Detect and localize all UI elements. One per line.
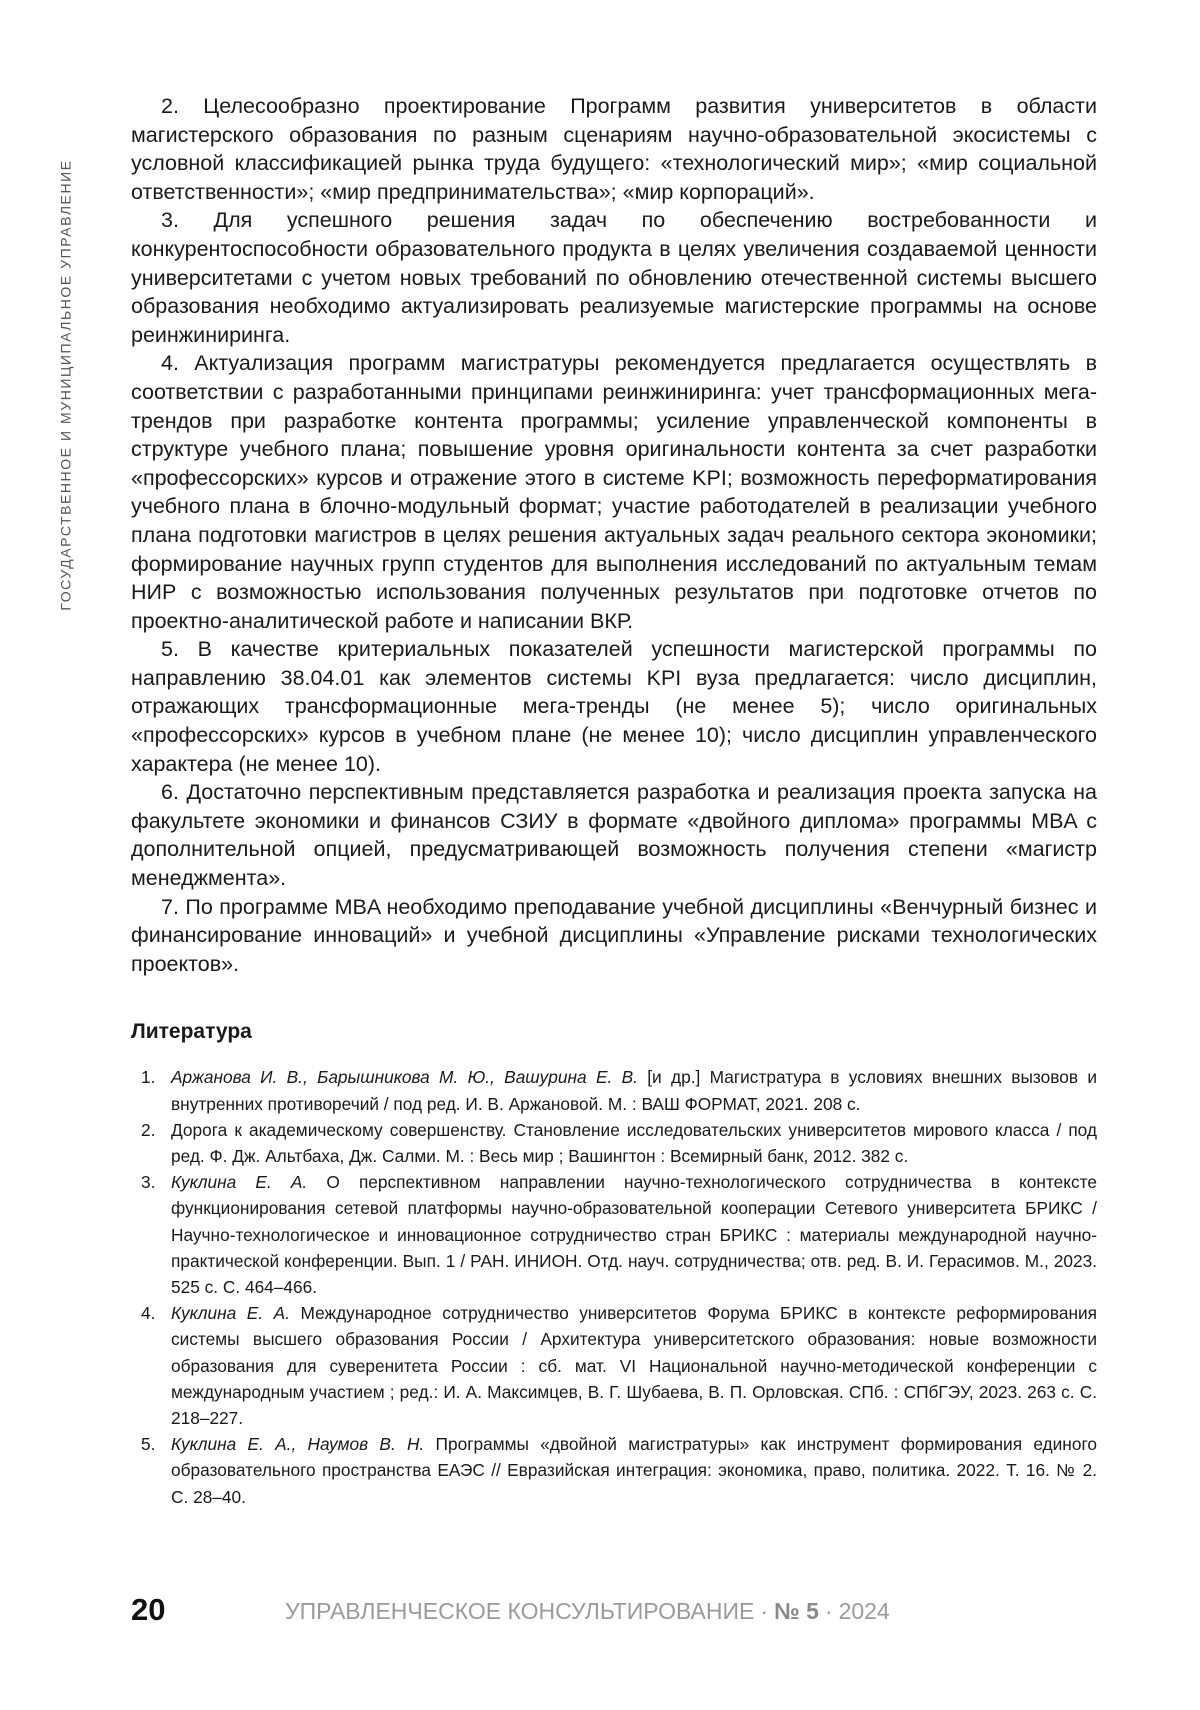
reference-text: О перспективном направлении научно-технологического сотрудничества в контексте функционирования сетевой платформы научно-образовательной кооперации Сетевого университета БРИКС / Научно-технологическое и инновационное сотрудничество стран БРИКС : материалы международной научно-практической конференции. Вып. 1 / РАН. ИНИОН. Отд. науч. сотрудничества; отв. ред. В. И. Герасимов. М., 2023. 525 с. С. 464–466. [171, 1172, 1097, 1298]
reference-item [131, 1431, 1097, 1510]
issue-year: 2024 [838, 1598, 890, 1624]
section-header-text: ГОСУДАРСТВЕННОЕ И МУНИЦИПАЛЬНОЕ УПРАВЛЕНИЕ [58, 158, 75, 611]
journal-title: УПРАВЛЕНЧЕСКОЕ КОНСУЛЬТИРОВАНИЕ [285, 1598, 755, 1624]
paragraph: 5. В качестве критериальных показателей успешности магистерской программы по направлению 38.04.01 как элементов системы KPI вуза предлагается: число дисциплин, отражающих трансформационные мега-тренды (не менее 5); число оригинальных «профессорских» курсов в учебном плане (не менее 10); число дисциплин управленческого характера (не менее 10). [131, 637, 1097, 776]
body-text [131, 92, 1097, 978]
reference-text: [и др.] Магистратура в условиях внешних вызовов и внутренних противоречий / под ред. И. В. Аржановой. М. : ВАШ ФОРМАТ, 2021. 208 с. [171, 1067, 1097, 1114]
paragraph: 3. Для успешного решения задач по обеспечению востребованности и конкурентоспособности образовательного продукта в целях увеличения создаваемой ценности университетами с учетом новых требований по обновлению отечественной системы высшего образования необходимо актуализировать реализуемые магистерские программы на основе реинжиниринга. [131, 208, 1097, 347]
references-heading: Литература [131, 1020, 252, 1044]
paragraph: 2. Целесообразно проектирование Программ развития университетов в области магистерского образования по разным сценариям научно-образовательной экосистемы с условной классификацией рынка труда будущего: «технологический мир»; «мир социальной ответственности»; «мир предпринимательства»; «мир корпораций». [131, 94, 1097, 204]
paragraph: 4. Актуализация программ магистратуры рекомендуется предлагается осуществлять в соответствии с разработанными принципами реинжиниринга: учет трансформационных мега-трендов при разработке контента программы; усиление управленческой компоненты в структуре учебного плана; повышение уровня оригинальности контента за счет разработки «профессорских» курсов и отражение этого в системе KPI; возможность переформатирования учебного плана в блочно-модульный формат; участие работодателей в реализации учебного плана подготовки магистров в целях решения актуальных задач реального сектора экономики; формирование научных групп студентов для выполнения исследований по актуальным темам НИР с возможностью использования полученных результатов при подготовке отчетов по проектно-аналитической работе и написании ВКР. [131, 351, 1097, 633]
reference-number: 2. [141, 1119, 156, 1140]
separator-dot: · [824, 1598, 833, 1624]
paragraph: 7. По программе MBA необходимо преподавание учебной дисциплины «Венчурный бизнес и финансирование инноваций» и учебной дисциплины «Управление рисками технологических проектов». [131, 894, 1097, 976]
page-footer [131, 1590, 1097, 1630]
references-list [131, 1064, 1097, 1509]
issue-number: № 5 [774, 1598, 819, 1624]
reference-authors: Куклина Е. А., Наумов В. Н. [171, 1434, 425, 1455]
reference-number: 1. [141, 1067, 156, 1088]
separator-dot: · [760, 1598, 769, 1624]
journal-running-title [285, 1596, 890, 1626]
reference-text: Дорога к академическому совершенству. Становление исследовательских университетов мирового класса / под ред. Ф. Дж. Альтбаха, Дж. Салми. М. : Весь мир ; Вашингтон : Всемирный банк, 2012. 382 с. [171, 1119, 1097, 1167]
reference-text: Международное сотрудничество университетов Форума БРИКС в контексте реформирования системы высшего образования России / Архитектура университетского образования: новые возможности образования для суверенитета России : сб. мат. VI Национальной научно-методической конференции с международным участием ; ред.: И. А. Максимцев, В. Г. Шубаева, В. П. Орловская. СПб. : СПбГЭУ, 2023. 263 с. С. 218–227. [171, 1303, 1097, 1429]
reference-item [131, 1117, 1097, 1169]
reference-item [131, 1169, 1097, 1300]
reference-authors: Куклина Е. А. [171, 1303, 290, 1324]
reference-item [131, 1064, 1097, 1116]
page-number: 20 [131, 1592, 166, 1627]
reference-item [131, 1300, 1097, 1431]
reference-text: Программы «двойной магистратуры» как инструмент формирования единого образовательного пространства ЕАЭС // Евразийская интеграция: экономика, право, политика. 2022. Т. 16. № 2. С. 28–40. [171, 1434, 1097, 1507]
reference-number: 3. [141, 1172, 156, 1193]
paragraph: 6. Достаточно перспективным представляется разработка и реализация проекта запуска на факультете экономики и финансов СЗИУ в формате «двойного диплома» программы MBA с дополнительной опцией, предусматривающей возможность получения степени «магистр менеджмента». [131, 780, 1097, 891]
reference-authors: Аржанова И. В., Барышникова М. Ю., Вашурина Е. В. [171, 1067, 638, 1088]
reference-authors: Куклина Е. А. [171, 1172, 308, 1193]
running-section-header [56, 97, 76, 672]
reference-number: 4. [141, 1303, 156, 1324]
reference-number: 5. [141, 1434, 156, 1455]
page-content [131, 92, 1097, 1510]
